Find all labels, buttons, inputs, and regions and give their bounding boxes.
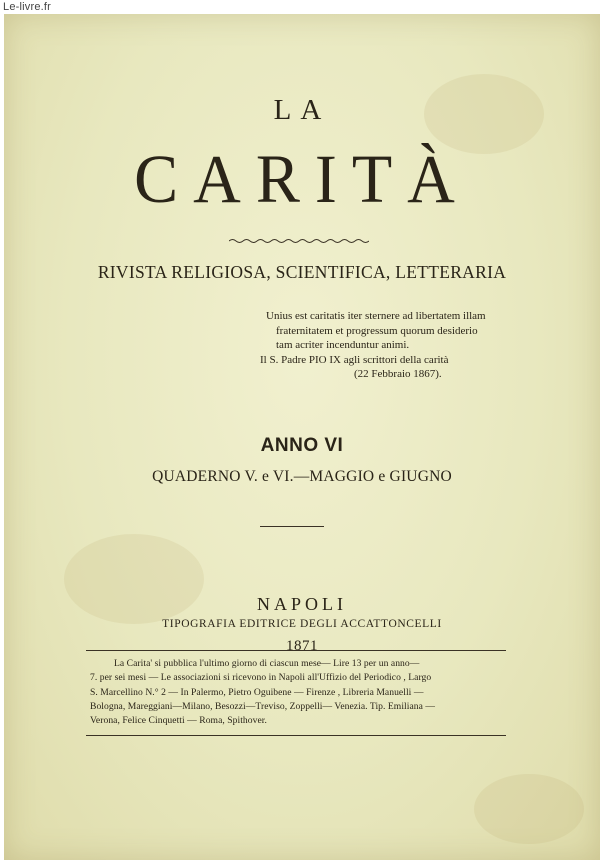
notice-line: Verona, Felice Cinquetti — Roma, Spithover. [90, 715, 267, 727]
epigraph-line: tam acriter incenduntur animi. [276, 339, 410, 351]
notice-text [90, 657, 504, 728]
notice-line: 7. per sei mesi — Le associazioni si ricevono in Napoli all'Uffizio del Periodico , Largo [90, 672, 432, 684]
epigraph-date: (22 Febbraio 1867). [354, 368, 442, 380]
epigraph-attribution: Il S. Padre PIO IX agli scrittori della carità [260, 353, 449, 366]
masthead-title: CARITÀ [134, 141, 470, 218]
epigraph-line: fraternitatem et progressum quorum desiderio [276, 324, 478, 337]
masthead-article: LA [273, 94, 331, 126]
divider-rule [260, 526, 324, 527]
imprint-city: NAPOLI [257, 594, 347, 614]
epigraph [260, 309, 556, 382]
imprint-year: 1871 [286, 638, 318, 654]
notice-line: La Carita' si pubblica l'ultimo giorno di ciascun mese— Lire 13 per un anno— [114, 658, 420, 669]
imprint-printer: TIPOGRAFIA EDITRICE DEGLI ACCATTONCELLI [162, 618, 442, 630]
issue-quaderno: QUADERNO V. e VI.—MAGGIO e GIUGNO [152, 468, 452, 485]
notice-line: Bologna, Mareggiani—Milano, Besozzi—Treviso, Zoppelli— Venezia. Tip. Emiliana — [90, 700, 436, 712]
watermark-text: Le-livre.fr [3, 1, 52, 13]
title-ornament-rule [229, 237, 369, 245]
epigraph-line: Unius est caritatis iter sternere ad libertatem illam [266, 310, 486, 322]
issue-year-label: ANNO VI [260, 435, 344, 456]
notice-line: S. Marcellino N.° 2 — In Palermo, Pietro Oguibene — Firenze , Libreria Manuelli — [90, 686, 424, 698]
masthead-subtitle: RIVISTA RELIGIOSA, SCIENTIFICA, LETTERARIA [97, 262, 507, 282]
